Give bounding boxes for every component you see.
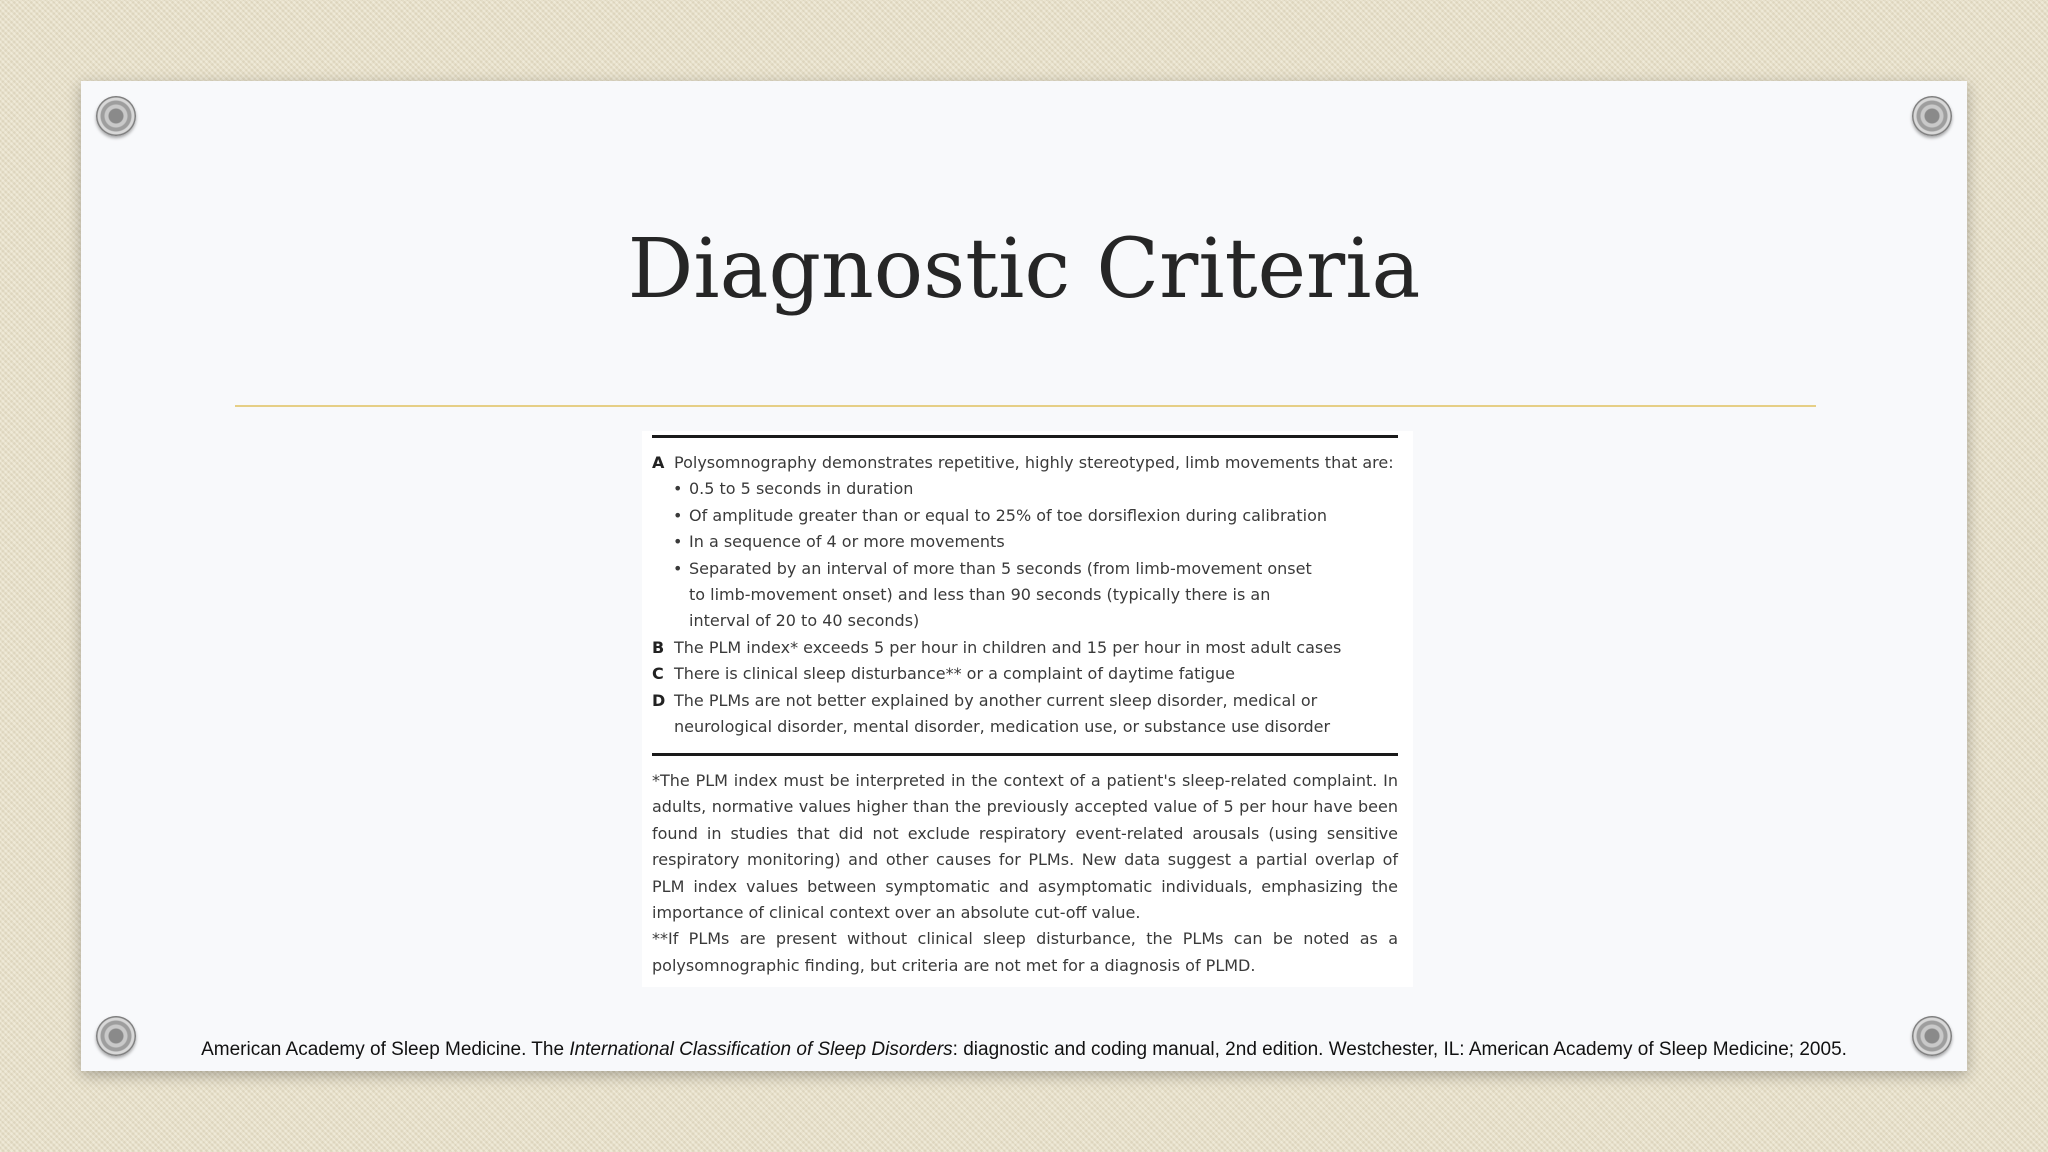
criterion-text: The PLMs are not better explained by another current sleep disorder, medical or neurological disorder, mental disorder, medication use, or substance use disorder (674, 690, 1331, 737)
criterion-b (652, 635, 1398, 661)
citation-book-title: International Classification of Sleep Disorders (569, 1039, 953, 1060)
citation (81, 1039, 1967, 1061)
criteria-table (642, 431, 1413, 987)
citation-text: : diagnostic and coding manual, 2nd edition. Westchester, IL: American Academy of Sleep Medicine; 2005. (952, 1039, 1847, 1060)
slide (81, 81, 1967, 1071)
title-divider (235, 405, 1816, 407)
criteria-list (652, 450, 1398, 740)
bullet-text: Of amplitude greater than or equal to 25% of toe dorsiflexion during calibration (689, 505, 1327, 525)
criterion-letter: C (652, 664, 664, 684)
criterion-bullet (652, 476, 1398, 502)
criterion-bullet (652, 556, 1329, 635)
slide-title: Diagnostic Criteria (627, 222, 1421, 317)
table-top-rule (652, 435, 1398, 438)
bullet-icon: • (673, 479, 683, 499)
criterion-letter: A (652, 453, 665, 472)
table-mid-rule (652, 753, 1398, 756)
grommet-icon (96, 96, 136, 136)
bullet-text: Separated by an interval of more than 5 seconds (from limb-movement onset to limb-movement onset) and less than 90 seconds (typically there is an interval of 20 to 40 seconds) (689, 558, 1312, 631)
criterion-c (652, 661, 1398, 687)
footnote: *The PLM index must be interpreted in the context of a patient's sleep-related complaint. In adults, normative values higher than the previously accepted value of 5 per hour have been found in studies that did not exclude respiratory event-related arousals (using sensitive respiratory monitoring) and other causes for PLMs. New data suggest a partial overlap of PLM index values between symptomatic and asymptomatic individuals, emphasizing the importance of clinical context over an absolute cut-off value. (652, 771, 1398, 923)
criterion-bullet (652, 503, 1398, 529)
footnotes (652, 768, 1398, 979)
criterion-text: The PLM index* exceeds 5 per hour in children and 15 per hour in most adult cases (674, 637, 1342, 657)
bullet-icon: • (673, 532, 683, 552)
citation-text: American Academy of Sleep Medicine. The (201, 1039, 570, 1060)
criterion-bullet (652, 529, 1398, 555)
criterion-letter: B (652, 637, 665, 657)
criterion-a (652, 450, 1398, 476)
bullet-text: 0.5 to 5 seconds in duration (689, 479, 914, 499)
criterion-text: There is clinical sleep disturbance** or a complaint of daytime fatigue (674, 664, 1235, 684)
grommet-icon (1912, 96, 1952, 136)
criterion-text: Polysomnography demonstrates repetitive, highly stereotyped, limb movements that are: (674, 453, 1394, 472)
footnote: **If PLMs are present without clinical sleep disturbance, the PLMs can be noted as a polysomnographic finding, but criteria are not met for a diagnosis of PLMD. (652, 929, 1398, 975)
bullet-icon: • (673, 505, 683, 525)
criterion-d (652, 688, 1398, 741)
bullet-icon: • (673, 558, 683, 578)
criterion-letter: D (652, 690, 666, 710)
bullet-text: In a sequence of 4 or more movements (689, 532, 1005, 552)
